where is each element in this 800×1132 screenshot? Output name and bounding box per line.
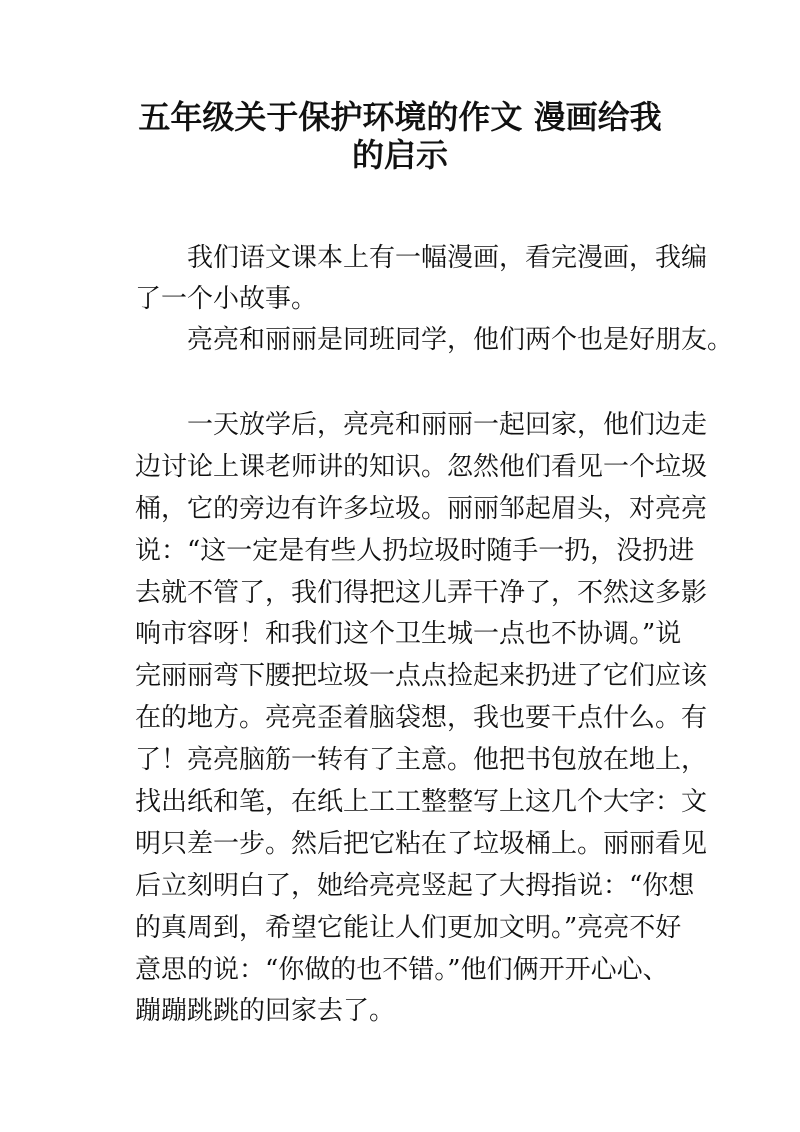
paragraph-line: 意思的说：“你做的也不错。”他们俩开开心心、 [135, 954, 669, 985]
paragraph-line: 在的地方。亮亮歪着脑袋想，我也要干点什么。有 [135, 703, 708, 734]
paragraph-line: 桶，它的旁边有许多垃圾。丽丽邹起眉头，对亮亮 [135, 493, 708, 524]
paragraph-line: 完丽丽弯下腰把垃圾一点点捡起来扔进了它们应该 [135, 661, 708, 692]
paragraph-line: 蹦蹦跳跳的回家去了。 [135, 996, 396, 1027]
paragraph-line: 的真周到，希望它能让人们更加文明。”亮亮不好 [135, 912, 682, 943]
story-paragraph [135, 405, 708, 1033]
title-line: 五年级关于保护环境的作文 漫画给我 [138, 98, 662, 136]
paragraph-line: 我们语文课本上有一幅漫画，看完漫画，我编 [135, 243, 708, 273]
paragraph-line: 边讨论上课老师讲的知识。忽然他们看见一个垃圾 [135, 451, 708, 482]
paragraph-line: 说：“这一定是有些人扔垃圾时随手一扔，没扔进 [135, 535, 695, 566]
paragraph-line: 亮亮和丽丽是同班同学，他们两个也是好朋友。 [135, 325, 734, 355]
document-title [0, 98, 800, 174]
intro-paragraphs [135, 238, 734, 361]
paragraph-line: 了！亮亮脑筋一转有了主意。他把书包放在地上， [135, 745, 708, 776]
paragraph-line: 明只差一步。然后把它粘在了垃圾桶上。丽丽看见 [135, 828, 708, 859]
paragraph-line: 去就不管了，我们得把这儿弄干净了，不然这多影 [135, 577, 708, 608]
paragraph-line: 一天放学后，亮亮和丽丽一起回家，他们边走 [135, 410, 708, 440]
paragraph-line: 找出纸和笔，在纸上工工整整写上这几个大字：文 [135, 787, 708, 818]
paragraph-line: 响市容呀！和我们这个卫生城一点也不协调。”说 [135, 619, 682, 650]
paragraph-line: 后立刻明白了，她给亮亮竖起了大拇指说：“你想 [135, 870, 695, 901]
title-line: 的启示 [351, 136, 448, 174]
paragraph-line: 了一个小故事。 [135, 284, 318, 314]
